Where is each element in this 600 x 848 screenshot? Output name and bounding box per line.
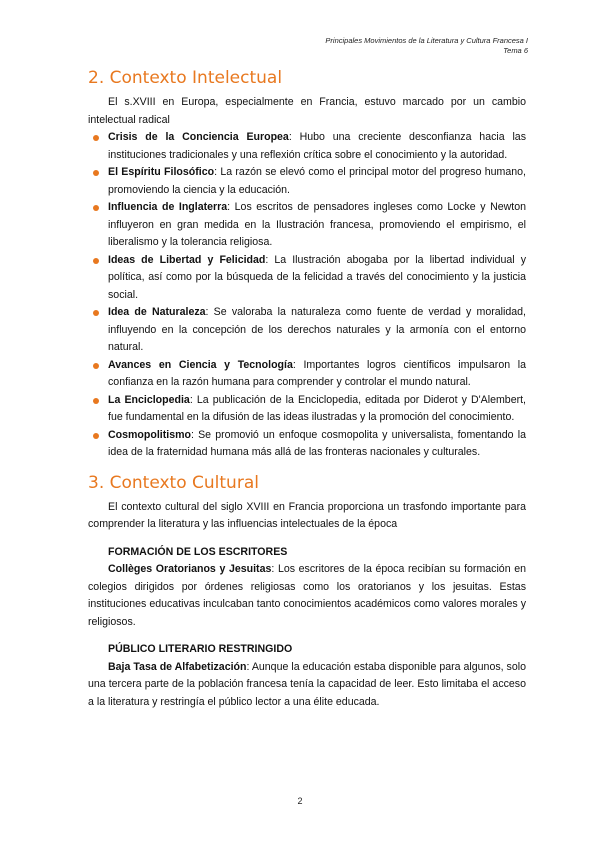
paragraph-text: : Los escritores de la época recibían su formación en colegios dirigidos por órdenes religiosas como los oratorianos y los jesuitas. Estas instituciones educativas inculcaban tanto conocimientos académicos como valores morales y religiosos.: [88, 563, 527, 628]
list-item-term: Ideas de Libertad y Felicidad: [108, 253, 266, 266]
subsection-heading-publico: PÚBLICO LITERARIO RESTRINGIDO: [108, 643, 293, 655]
section-2-title: 2. Contexto Intelectual: [88, 68, 283, 88]
bullet-icon: [93, 363, 99, 369]
list-item-term: Cosmopolitismo: [108, 428, 191, 441]
bullet-icon: [93, 205, 99, 211]
running-header: [325, 36, 528, 56]
list-item-text: : Se valoraba la naturaleza como fuente de verdad y moralidad, influyendo en la concepción de los derechos naturales y la armonía con el entorno natural.: [108, 306, 526, 353]
list-item: [108, 392, 526, 427]
list-item-term: Avances en Ciencia y Tecnología: [108, 358, 293, 371]
intellectual-context-list: [108, 129, 526, 462]
list-item: [108, 357, 526, 392]
list-item: [108, 199, 526, 252]
paragraph-text: : Aunque la educación estaba disponible para algunos, solo una tercera parte de la población francesa tenía la capacidad de leer. Esto limitaba el acceso a la literatura y restringía el público lector a una élite educada.: [88, 660, 526, 708]
header-topic: Tema 6: [503, 46, 528, 55]
list-item-text: : Hubo una creciente desconfianza hacia las instituciones tradicionales y una reflexión crítica sobre el conocimiento y la autoridad.: [108, 131, 526, 161]
list-item: [108, 164, 526, 199]
list-item-text: : La publicación de la Enciclopedia, editada por Diderot y D'Alembert, fue fundamental en la difusión de las ideas ilustradas y la promoción del conocimiento.: [108, 393, 527, 423]
bullet-icon: [93, 310, 99, 316]
list-item-term: Crisis de la Conciencia Europea: [108, 131, 289, 143]
bullet-icon: [93, 135, 99, 141]
list-item-term: La Enciclopedia: [108, 393, 190, 406]
subsection-paragraph-publico: [88, 659, 526, 712]
paragraph-term: Baja Tasa de Alfabetización: [108, 660, 247, 673]
list-item-text: : La Ilustración abogaba por la libertad individual y política, así como por la búsqueda de la felicidad a través del conocimiento y la justicia social.: [108, 253, 526, 301]
section-2-intro: El s.XVIII en Europa, especialmente en Francia, estuvo marcado por un cambio intelectual radical: [88, 96, 526, 126]
list-item: [108, 252, 526, 305]
page-number: 2: [297, 796, 303, 806]
list-item-text: : La razón se elevó como el principal motor del progreso humano, promoviendo la ciencia y la educación.: [108, 166, 526, 196]
header-course-title: Principales Movimientos de la Literatura y Cultura Francesa I: [325, 36, 528, 45]
section-3-intro: El contexto cultural del siglo XVIII en Francia proporciona un trasfondo importante para comprender la literatura y las influencias intelectuales de la época: [88, 500, 526, 530]
subsection-paragraph-formacion: [88, 561, 526, 631]
list-item-term: El Espíritu Filosófico: [108, 166, 215, 178]
subsection-heading-formacion: FORMACIÓN DE LOS ESCRITORES: [108, 545, 288, 558]
list-item: [108, 427, 526, 462]
page-content: [88, 66, 526, 711]
section-3-title: 3. Contexto Cultural: [88, 472, 259, 493]
bullet-icon: [93, 398, 99, 404]
bullet-icon: [93, 258, 99, 264]
bullet-icon: [93, 433, 99, 439]
list-item-term: Idea de Naturaleza: [108, 306, 206, 318]
list-item: [108, 304, 526, 357]
list-item-text: : Los escritos de pensadores ingleses como Locke y Newton influyeron en gran medida en la Ilustración francesa, promoviendo el empirismo, el liberalismo y la tolerancia religiosa.: [108, 201, 526, 248]
bullet-icon: [93, 170, 99, 176]
list-item: [108, 129, 526, 164]
list-item-text: : Se promovió un enfoque cosmopolita y universalista, fomentando la idea de la fraternidad humana más allá de las fronteras nacionales y culturales.: [108, 428, 526, 458]
list-item-term: Influencia de Inglaterra: [108, 201, 228, 213]
list-item-text: : Importantes logros científicos impulsaron la confianza en la razón humana para comprender y controlar el mundo natural.: [108, 358, 526, 388]
paragraph-term: Collèges Oratorianos y Jesuitas: [108, 563, 272, 575]
